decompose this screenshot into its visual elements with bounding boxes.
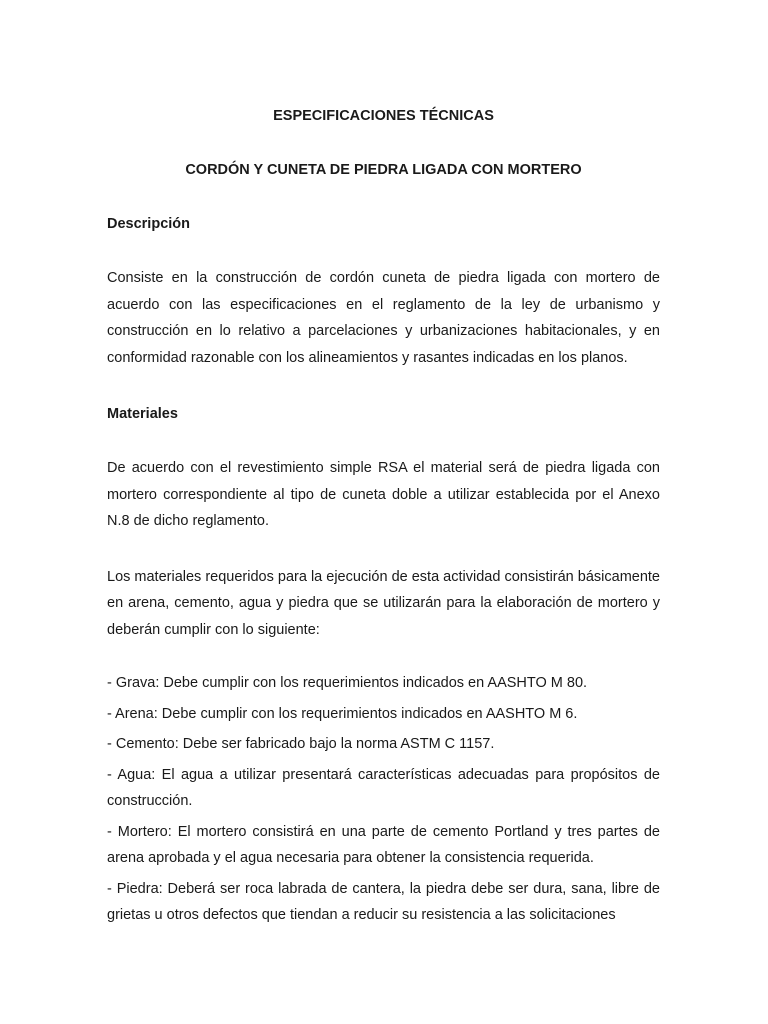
document-body	[107, 105, 660, 929]
materials-list	[107, 670, 660, 929]
list-item-arena: - Arena: Debe cumplir con los requerimientos indicados en AASHTO M 6.	[107, 705, 578, 722]
document-title: ESPECIFICACIONES TÉCNICAS	[273, 108, 494, 124]
list-item-piedra: - Piedra: Deberá ser roca labrada de cantera, la piedra debe ser dura, sana, libre de grietas u otros defectos que tiendan a reducir su resistencia a las solicitaciones	[107, 880, 660, 923]
list-item-agua: - Agua: El agua a utilizar presentará características adecuadas para propósitos de construcción.	[107, 766, 660, 809]
list-item-mortero: - Mortero: El mortero consistirá en una parte de cemento Portland y tres partes de arena aprobada y el agua necesaria para obtener la consistencia requerida.	[107, 823, 660, 866]
paragraph-materiales-2: Los materiales requeridos para la ejecución de esta actividad consistirán básicamente en arena, cemento, agua y piedra que se utilizarán para la elaboración de mortero y deberán cumplir con lo siguiente:	[107, 568, 660, 638]
document-subtitle: CORDÓN Y CUNETA DE PIEDRA LIGADA CON MORTERO	[185, 162, 582, 178]
paragraph-descripcion: Consiste en la construcción de cordón cuneta de piedra ligada con mortero de acuerdo con las especificaciones en el reglamento de la ley de urbanismo y construcción en lo relativo a parcelaciones y urbanizaciones habitacionales, y en conformidad razonable con los alineamientos y rasantes indicadas en los planos.	[107, 270, 660, 366]
list-item-grava: - Grava: Debe cumplir con los requerimientos indicados en AASHTO M 80.	[107, 675, 588, 691]
paragraph-materiales-1: De acuerdo con el revestimiento simple RSA el material será de piedra ligada con mortero correspondiente al tipo de cuneta doble a utilizar establecida por el Anexo N.8 de dicho reglamento.	[107, 460, 660, 529]
list-item-cemento: - Cemento: Debe ser fabricado bajo la norma ASTM C 1157.	[107, 736, 495, 752]
section-heading-descripcion: Descripción	[107, 216, 190, 232]
section-heading-materiales: Materiales	[107, 406, 178, 422]
